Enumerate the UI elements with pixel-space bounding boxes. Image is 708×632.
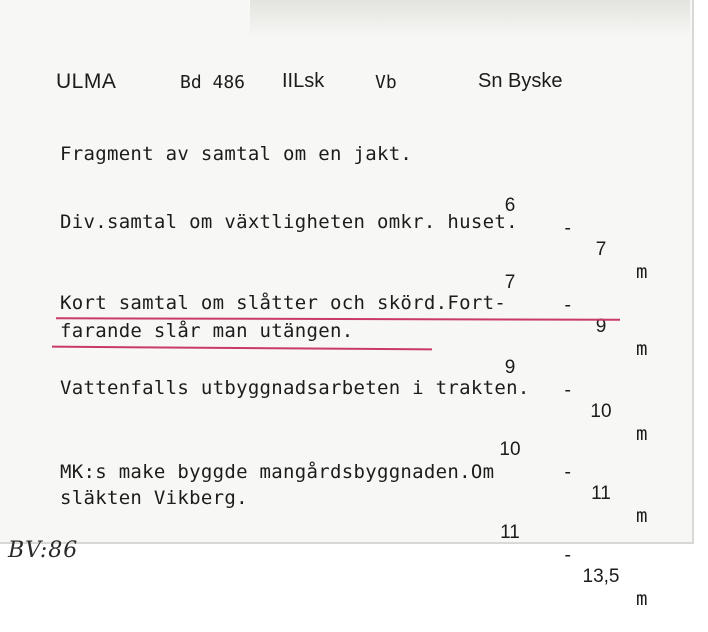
range-dash: - — [562, 294, 574, 316]
entry-2-line-1: Div.samtal om växtligheten omkr. huset. — [60, 211, 518, 233]
range-dash: - — [562, 544, 574, 566]
entry-2-from: 7 — [504, 272, 516, 293]
entry-4-to: 11 — [591, 483, 611, 504]
entry-4-line-1: Vattenfalls utbyggnadsarbeten i trakten. — [60, 377, 530, 399]
entry-5-from: 11 — [500, 522, 520, 543]
entry-5-unit: m — [636, 588, 648, 610]
entry-3-line-1: Kort samtal om slåtter och skörd.Fort- — [60, 292, 507, 314]
range-dash: - — [562, 217, 574, 239]
card-shadow — [250, 0, 690, 38]
entry-3-to: 10 — [590, 401, 612, 422]
range-dash: - — [562, 379, 574, 401]
entry-3-unit: m — [636, 423, 648, 445]
province-code: Vb — [375, 72, 397, 93]
entry-3-from: 9 — [504, 357, 516, 378]
entry-1-line-1: Fragment av samtal om en jakt. — [60, 143, 413, 165]
entry-5-line-2: släkten Vikberg. — [60, 487, 248, 509]
entry-4-from: 10 — [499, 439, 521, 460]
entry-1-unit: m — [636, 261, 648, 283]
entry-2-to: 9 — [595, 316, 607, 337]
card-header — [0, 70, 692, 100]
entry-1-to: 7 — [595, 239, 607, 260]
volume-number: Bd 486 — [180, 72, 246, 93]
range-dash: - — [562, 461, 574, 483]
parish-name: Sn Byske — [478, 70, 563, 92]
classification-code: IILsk — [282, 70, 325, 92]
entry-4-unit: m — [636, 505, 648, 527]
entry-1-from: 6 — [504, 195, 516, 216]
handwritten-reference: BV:86 — [8, 538, 79, 563]
entry-5-line-1: MK:s make byggde mangårdsbyggnaden.Om — [60, 461, 495, 483]
entry-3-line-2: farande slår man utängen. — [60, 320, 354, 342]
highlight-underline — [52, 346, 432, 351]
entry-2-unit: m — [636, 338, 648, 360]
entry-5-to: 13,5 — [582, 566, 620, 587]
entry-5-range — [490, 500, 652, 632]
archive-name: ULMA — [56, 70, 117, 93]
